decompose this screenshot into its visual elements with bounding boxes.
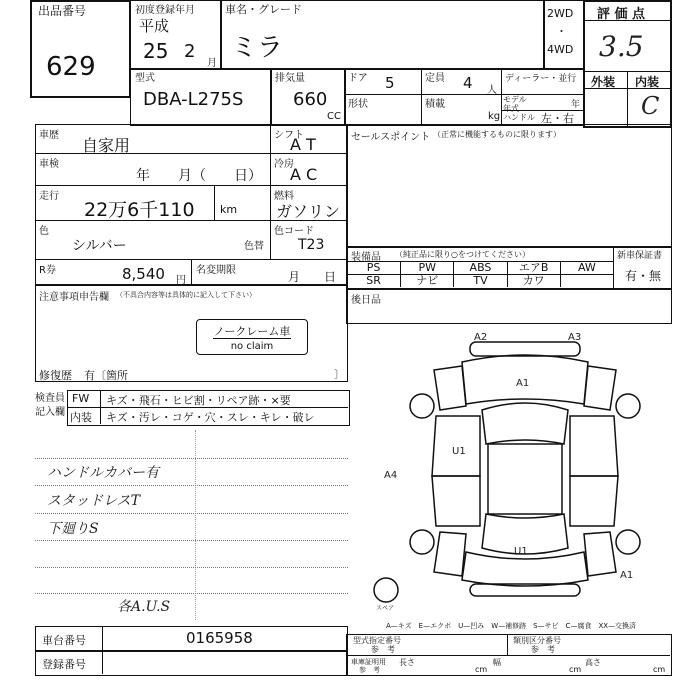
color-value: シルバー — [72, 238, 127, 254]
drive-dot: ・ — [556, 25, 567, 38]
certificate-reference: 参 考 — [359, 666, 380, 674]
note-line-1: ハンドルカバー有 — [47, 465, 159, 481]
spare-label: スペア — [376, 605, 395, 612]
car-condition-diagram — [370, 326, 670, 616]
warranty-label: 新車保証書 — [617, 251, 663, 261]
damage-legend: A—キズ E—エクボ U—凹み W—補修跡 S—サビ C—腐食 XX—交換済 — [386, 622, 637, 630]
kg-unit: kg — [488, 111, 501, 122]
era: 平成 — [139, 17, 170, 35]
drive-2wd: 2WD — [547, 7, 574, 20]
lot-number: 629 — [46, 52, 96, 82]
repair-value: 有〔箇所 — [84, 369, 128, 382]
equipment-box — [346, 246, 672, 290]
cc-unit: CC — [327, 111, 341, 122]
fw-interior-box — [67, 390, 350, 426]
sales-point-sub: （正常に機能するものに限ります） — [433, 130, 561, 139]
score-box — [583, 0, 672, 128]
mileage-label: 走行 — [39, 191, 59, 202]
note-line-2: スタッドレスT — [47, 493, 140, 509]
displacement-box — [270, 68, 346, 126]
mark-a1-rear: A1 — [620, 570, 634, 581]
type-reference: 参 考 — [371, 645, 395, 654]
drive-4wd: 4WD — [547, 43, 574, 56]
noclaim-jp: ノークレーム車 — [213, 325, 291, 338]
height-label: 高さ — [585, 658, 601, 667]
fw-items: キズ・飛石・ヒビ割・リペア跡・×要 — [106, 394, 291, 407]
history-label: 車歴 — [39, 130, 59, 141]
handle-label: ハンドル — [503, 113, 535, 122]
recycle-label: R券 — [39, 265, 56, 276]
inspector-area — [35, 388, 348, 428]
first-reg-label: 初度登録年月 — [135, 5, 195, 16]
drive-box — [543, 0, 585, 70]
ac-label: 冷房 — [274, 159, 294, 170]
fuel-label: 燃料 — [274, 191, 294, 202]
shift-label: シフト — [274, 130, 304, 141]
details-box — [35, 124, 348, 286]
equipment-item: PS — [347, 261, 400, 274]
width-label: 幅 — [493, 658, 501, 667]
sales-point-box — [346, 124, 672, 248]
score-value: 3.5 — [599, 30, 644, 63]
mark-a3: A3 — [568, 332, 582, 343]
lot-box — [30, 0, 131, 98]
equipment-item: PW — [400, 261, 453, 274]
person-unit: 人 — [487, 85, 497, 96]
retrofit-box — [346, 288, 672, 324]
dealer-label: ディーラー・並行 — [505, 74, 577, 84]
equipment-item — [560, 274, 613, 287]
notes-label: 注意事項申告欄 — [39, 292, 109, 303]
reg-month: 2 — [184, 41, 196, 62]
lot-label: 出品番号 — [38, 4, 87, 18]
equipment-item: ABS — [453, 261, 506, 274]
category-label: 類別区分番号 — [513, 636, 561, 645]
length-unit: cm — [475, 665, 488, 674]
interior-items: キズ・汚レ・コゲ・穴・スレ・キレ・破レ — [106, 411, 315, 424]
shift-value: A T — [290, 135, 316, 154]
capacity-value: 4 — [463, 74, 473, 92]
year-unit: 年 — [571, 100, 581, 110]
exterior-label: 外装 — [591, 75, 616, 89]
load-label: 積載 — [425, 99, 445, 110]
inspection-value: 年 月（ 日） — [136, 168, 262, 184]
warranty-value: 有・無 — [625, 269, 662, 283]
color-code-label: 色コード — [274, 226, 314, 237]
fuel-value: ガソリン — [276, 202, 341, 221]
type-designation-label: 型式指定番号 — [353, 636, 401, 645]
sales-point-label: セールスポイント — [351, 132, 431, 143]
month-unit: 月 — [207, 58, 217, 69]
category-reference: 参 考 — [531, 645, 555, 654]
km-unit: km — [220, 203, 238, 216]
interior-label: 内装 — [635, 75, 660, 89]
repair-label: 修復歴 — [39, 369, 72, 382]
retrofit-label: 後日品 — [351, 295, 381, 306]
mark-u1-rear: U1 — [514, 546, 528, 557]
registration-label: 登録番号 — [42, 658, 86, 671]
name-label: 車名・グレード — [225, 3, 302, 16]
equipment-label: 装備品 — [351, 252, 381, 263]
doors-value: 5 — [385, 74, 395, 92]
displacement-label: 排気量 — [275, 73, 305, 84]
noclaim-en: no claim — [230, 341, 274, 352]
shape-label: 形状 — [348, 99, 368, 110]
equipment-item: AW — [560, 261, 613, 274]
notes-box — [35, 284, 348, 382]
color-change-label: 色替 — [244, 241, 264, 252]
mark-a2: A2 — [474, 332, 488, 343]
car-name: ミラ — [231, 33, 284, 63]
designation-box — [346, 634, 672, 676]
reg-year: 25 — [143, 39, 169, 63]
spec-detail-box — [344, 68, 585, 126]
model-box — [130, 68, 272, 126]
chassis-box — [35, 626, 348, 652]
note-line-7: 各A.U.S — [117, 599, 171, 615]
color-label: 色 — [39, 226, 49, 237]
history-value: 自家用 — [82, 136, 131, 155]
recycle-fee: 8,540 — [122, 265, 165, 283]
length-label: 長さ — [399, 658, 415, 667]
certificate-label: 車庫証明用 — [351, 658, 386, 666]
height-unit: cm — [653, 665, 666, 674]
interior-grade: C — [641, 92, 660, 120]
capacity-label: 定員 — [425, 73, 445, 84]
handle-value: 左・右 — [541, 112, 574, 125]
expiry-value: 月 日 — [288, 270, 337, 284]
model-value: DBA-L275S — [143, 89, 244, 110]
interior-insp-label: 内装 — [70, 411, 92, 424]
door-label: ドア — [348, 73, 368, 84]
reg-date-box — [130, 0, 222, 70]
equipment-grid — [347, 261, 613, 288]
inspector-label: 検査員 記入欄 — [35, 393, 65, 418]
equipment-item: エアB — [507, 261, 560, 274]
repair-end: 〕 — [334, 368, 345, 381]
mark-a4: A4 — [384, 470, 398, 481]
fw-label: FW — [72, 392, 90, 405]
model-year-label: モデル 年式 — [503, 95, 527, 113]
model-label: 型式 — [135, 73, 155, 84]
equipment-item: SR — [347, 274, 400, 287]
yen-unit: 円 — [176, 275, 186, 286]
score-label: 評 価 点 — [597, 7, 646, 22]
mileage-value: 22万6千110 — [84, 199, 195, 221]
car-name-box — [220, 0, 545, 70]
equipment-item: カワ — [507, 274, 560, 287]
equipment-item: ナビ — [400, 274, 453, 287]
expiry-label: 名変期限 — [196, 265, 236, 276]
width-unit: cm — [569, 665, 582, 674]
ac-value: A C — [290, 165, 318, 184]
equipment-sub: （純正品に限り○をつけてください） — [395, 250, 530, 259]
notes-sub: （不具合内容等は具体的に記入して下さい） — [116, 291, 256, 299]
equipment-item: TV — [453, 274, 506, 287]
registration-box — [35, 650, 348, 676]
note-line-3: 下廻りS — [47, 521, 99, 537]
color-code-value: T23 — [298, 237, 325, 253]
displacement-value: 660 — [293, 89, 328, 110]
handwritten-notes — [35, 430, 348, 620]
noclaim-box — [196, 319, 308, 355]
inspection-label: 車検 — [39, 159, 59, 170]
chassis-label: 車台番号 — [42, 634, 86, 647]
mark-u1-door: U1 — [452, 446, 466, 457]
mark-a1-front: A1 — [516, 378, 530, 389]
chassis-value: 0165958 — [186, 629, 253, 647]
